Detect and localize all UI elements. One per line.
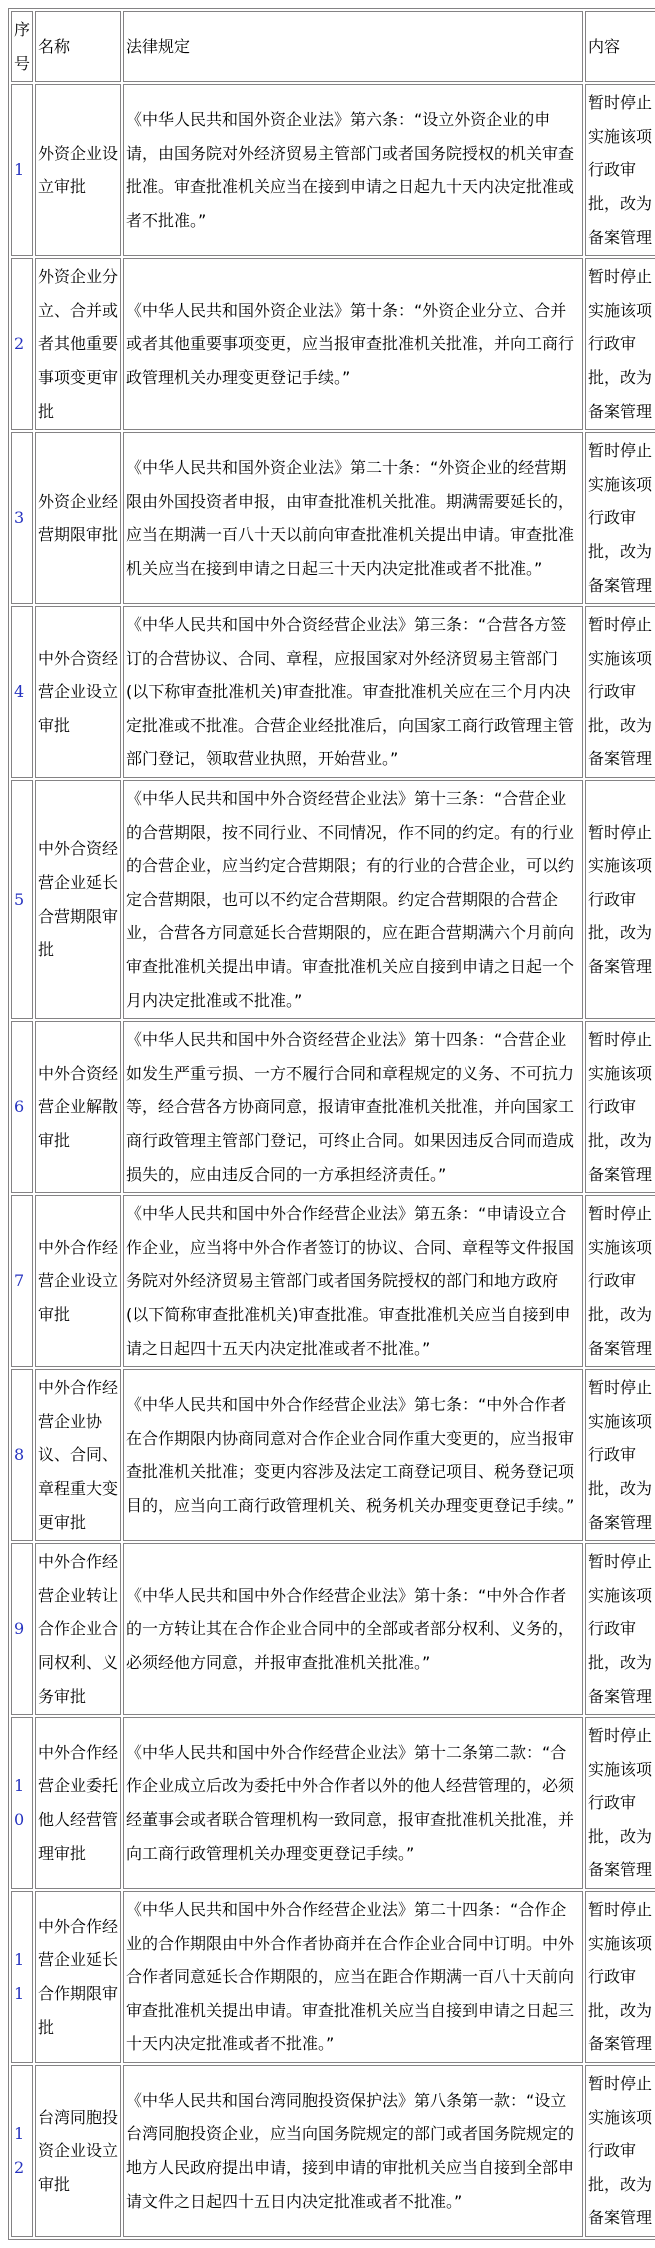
row-content: 暂时停止实施该项行政审批，改为备案管理 — [585, 1195, 655, 1367]
row-content: 暂时停止实施该项行政审批，改为备案管理 — [585, 606, 655, 778]
table-row — [11, 1369, 655, 1541]
row-law-text: 《中华人民共和国外资企业法》第十条：“外资企业分立、合并或者其他重要事项变更，应当报审查批准机关批准，并向工商行政管理机关办理变更登记手续。” — [123, 258, 583, 430]
row-seq-number: 2 — [11, 258, 33, 430]
row-law-text: 《中华人民共和国中外合作经营企业法》第十条：“中外合作者的一方转让其在合作企业合同中的全部或者部分权利、义务的，必须经他方同意，并报审查批准机关批准。” — [123, 1543, 583, 1715]
row-name: 外资企业分立、合并或者其他重要事项变更审批 — [35, 258, 121, 430]
row-law-text: 《中华人民共和国中外合作经营企业法》第七条：“中外合作者在合作期限内协商同意对合作企业合同作重大变更的，应当报审查批准机关批准；变更内容涉及法定工商登记项目、税务登记项目的，应当向工商行政管理机关、税务机关办理变更登记手续。” — [123, 1369, 583, 1541]
row-seq-number: 4 — [11, 606, 33, 778]
row-content: 暂时停止实施该项行政审批，改为备案管理 — [585, 1717, 655, 1889]
table-row — [11, 432, 655, 604]
row-law-text: 《中华人民共和国外资企业法》第六条：“设立外资企业的申请，由国务院对外经济贸易主管部门或者国务院授权的机关审查批准。审查批准机关应当在接到申请之日起九十天内决定批准或者不批准。” — [123, 84, 583, 256]
row-name: 中外合作经营企业协议、合同、章程重大变更审批 — [35, 1369, 121, 1541]
header-seq-number: 序号 — [11, 11, 33, 82]
row-seq-number: 3 — [11, 432, 33, 604]
row-name: 中外合资经营企业设立审批 — [35, 606, 121, 778]
table-body — [11, 84, 655, 2237]
row-seq-number: 8 — [11, 1369, 33, 1541]
row-content: 暂时停止实施该项行政审批，改为备案管理 — [585, 1543, 655, 1715]
row-content: 暂时停止实施该项行政审批，改为备案管理 — [585, 780, 655, 1019]
row-law-text: 《中华人民共和国中外合资经营企业法》第十四条：“合营企业如发生严重亏损、一方不履行合同和章程规定的义务、不可抗力等，经合营各方协商同意，报请审查批准机关批准，并向国家工商行政管理主管部门登记，可终止合同。如果因违反合同而造成损失的，应由违反合同的一方承担经济责任。” — [123, 1021, 583, 1193]
row-law-text: 《中华人民共和国台湾同胞投资保护法》第八条第一款：“设立台湾同胞投资企业，应当向国务院规定的部门或者国务院规定的地方人民政府提出申请，接到申请的审批机关应当自接到全部申请文件之日起四十五日内决定批准或者不批准。” — [123, 2065, 583, 2237]
row-seq-number: 12 — [11, 2065, 33, 2237]
row-name: 中外合作经营企业转让合作企业合同权利、义务审批 — [35, 1543, 121, 1715]
row-content: 暂时停止实施该项行政审批，改为备案管理 — [585, 84, 655, 256]
regulations-table — [8, 8, 655, 2240]
table-row — [11, 606, 655, 778]
row-law-text: 《中华人民共和国中外合作经营企业法》第十二条第二款：“合作企业成立后改为委托中外合作者以外的他人经营管理的，必须经董事会或者联合管理机构一致同意，报审查批准机关批准，并向工商行政管理机关办理变更登记手续。” — [123, 1717, 583, 1889]
row-name: 外资企业设立审批 — [35, 84, 121, 256]
row-content: 暂时停止实施该项行政审批，改为备案管理 — [585, 1891, 655, 2063]
table-row — [11, 2065, 655, 2237]
row-name: 中外合资经营企业解散审批 — [35, 1021, 121, 1193]
row-content: 暂时停止实施该项行政审批，改为备案管理 — [585, 1369, 655, 1541]
row-law-text: 《中华人民共和国中外合作经营企业法》第二十四条：“合作企业的合作期限由中外合作者协商并在合作企业合同中订明。中外合作者同意延长合作期限的，应当在距合作期满一百八十天前向审查批准机关提出申请。审查批准机关应当自接到申请之日起三十天内决定批准或者不批准。” — [123, 1891, 583, 2063]
row-name: 中外合作经营企业延长合作期限审批 — [35, 1891, 121, 2063]
table-row — [11, 780, 655, 1019]
row-content: 暂时停止实施该项行政审批，改为备案管理 — [585, 432, 655, 604]
table-row — [11, 1717, 655, 1889]
table-row — [11, 1021, 655, 1193]
row-law-text: 《中华人民共和国中外合资经营企业法》第三条：“合营各方签订的合营协议、合同、章程，应报国家对外经济贸易主管部门(以下称审查批准机关)审查批准。审查批准机关应在三个月内决定批准或不批准。合营企业经批准后，向国家工商行政管理主管部门登记，领取营业执照，开始营业。” — [123, 606, 583, 778]
row-seq-number: 5 — [11, 780, 33, 1019]
row-law-text: 《中华人民共和国外资企业法》第二十条：“外资企业的经营期限由外国投资者申报，由审查批准机关批准。期满需要延长的，应当在期满一百八十天以前向审查批准机关提出申请。审查批准机关应当在接到申请之日起三十天内决定批准或者不批准。” — [123, 432, 583, 604]
row-seq-number: 11 — [11, 1891, 33, 2063]
header-name: 名称 — [35, 11, 121, 82]
table-header — [11, 11, 655, 82]
row-seq-number: 10 — [11, 1717, 33, 1889]
row-seq-number: 7 — [11, 1195, 33, 1367]
table-row — [11, 1195, 655, 1367]
row-name: 中外合作经营企业设立审批 — [35, 1195, 121, 1367]
header-law: 法律规定 — [123, 11, 583, 82]
table-row — [11, 258, 655, 430]
row-content: 暂时停止实施该项行政审批，改为备案管理 — [585, 258, 655, 430]
row-name: 中外合资经营企业延长合营期限审批 — [35, 780, 121, 1019]
row-law-text: 《中华人民共和国中外合作经营企业法》第五条：“申请设立合作企业，应当将中外合作者签订的协议、合同、章程等文件报国务院对外经济贸易主管部门或者国务院授权的部门和地方政府(以下简称审查批准机关)审查批准。审查批准机关应当自接到申请之日起四十五天内决定批准或者不批准。” — [123, 1195, 583, 1367]
row-content: 暂时停止实施该项行政审批，改为备案管理 — [585, 2065, 655, 2237]
row-content: 暂时停止实施该项行政审批，改为备案管理 — [585, 1021, 655, 1193]
row-name: 外资企业经营期限审批 — [35, 432, 121, 604]
row-name: 中外合作经营企业委托他人经营管理审批 — [35, 1717, 121, 1889]
row-seq-number: 6 — [11, 1021, 33, 1193]
row-law-text: 《中华人民共和国中外合资经营企业法》第十三条：“合营企业的合营期限，按不同行业、不同情况，作不同的约定。有的行业的合营企业，应当约定合营期限；有的行业的合营企业，可以约定合营期限，也可以不约定合营期限。约定合营期限的合营企业，合营各方同意延长合营期限的，应在距合营期满六个月前向审查批准机关提出申请。审查批准机关应自接到申请之日起一个月内决定批准或不批准。” — [123, 780, 583, 1019]
table-row — [11, 1891, 655, 2063]
row-name: 台湾同胞投资企业设立审批 — [35, 2065, 121, 2237]
header-row — [11, 11, 655, 82]
row-seq-number: 9 — [11, 1543, 33, 1715]
table-row — [11, 84, 655, 256]
row-seq-number: 1 — [11, 84, 33, 256]
header-content: 内容 — [585, 11, 655, 82]
table-row — [11, 1543, 655, 1715]
